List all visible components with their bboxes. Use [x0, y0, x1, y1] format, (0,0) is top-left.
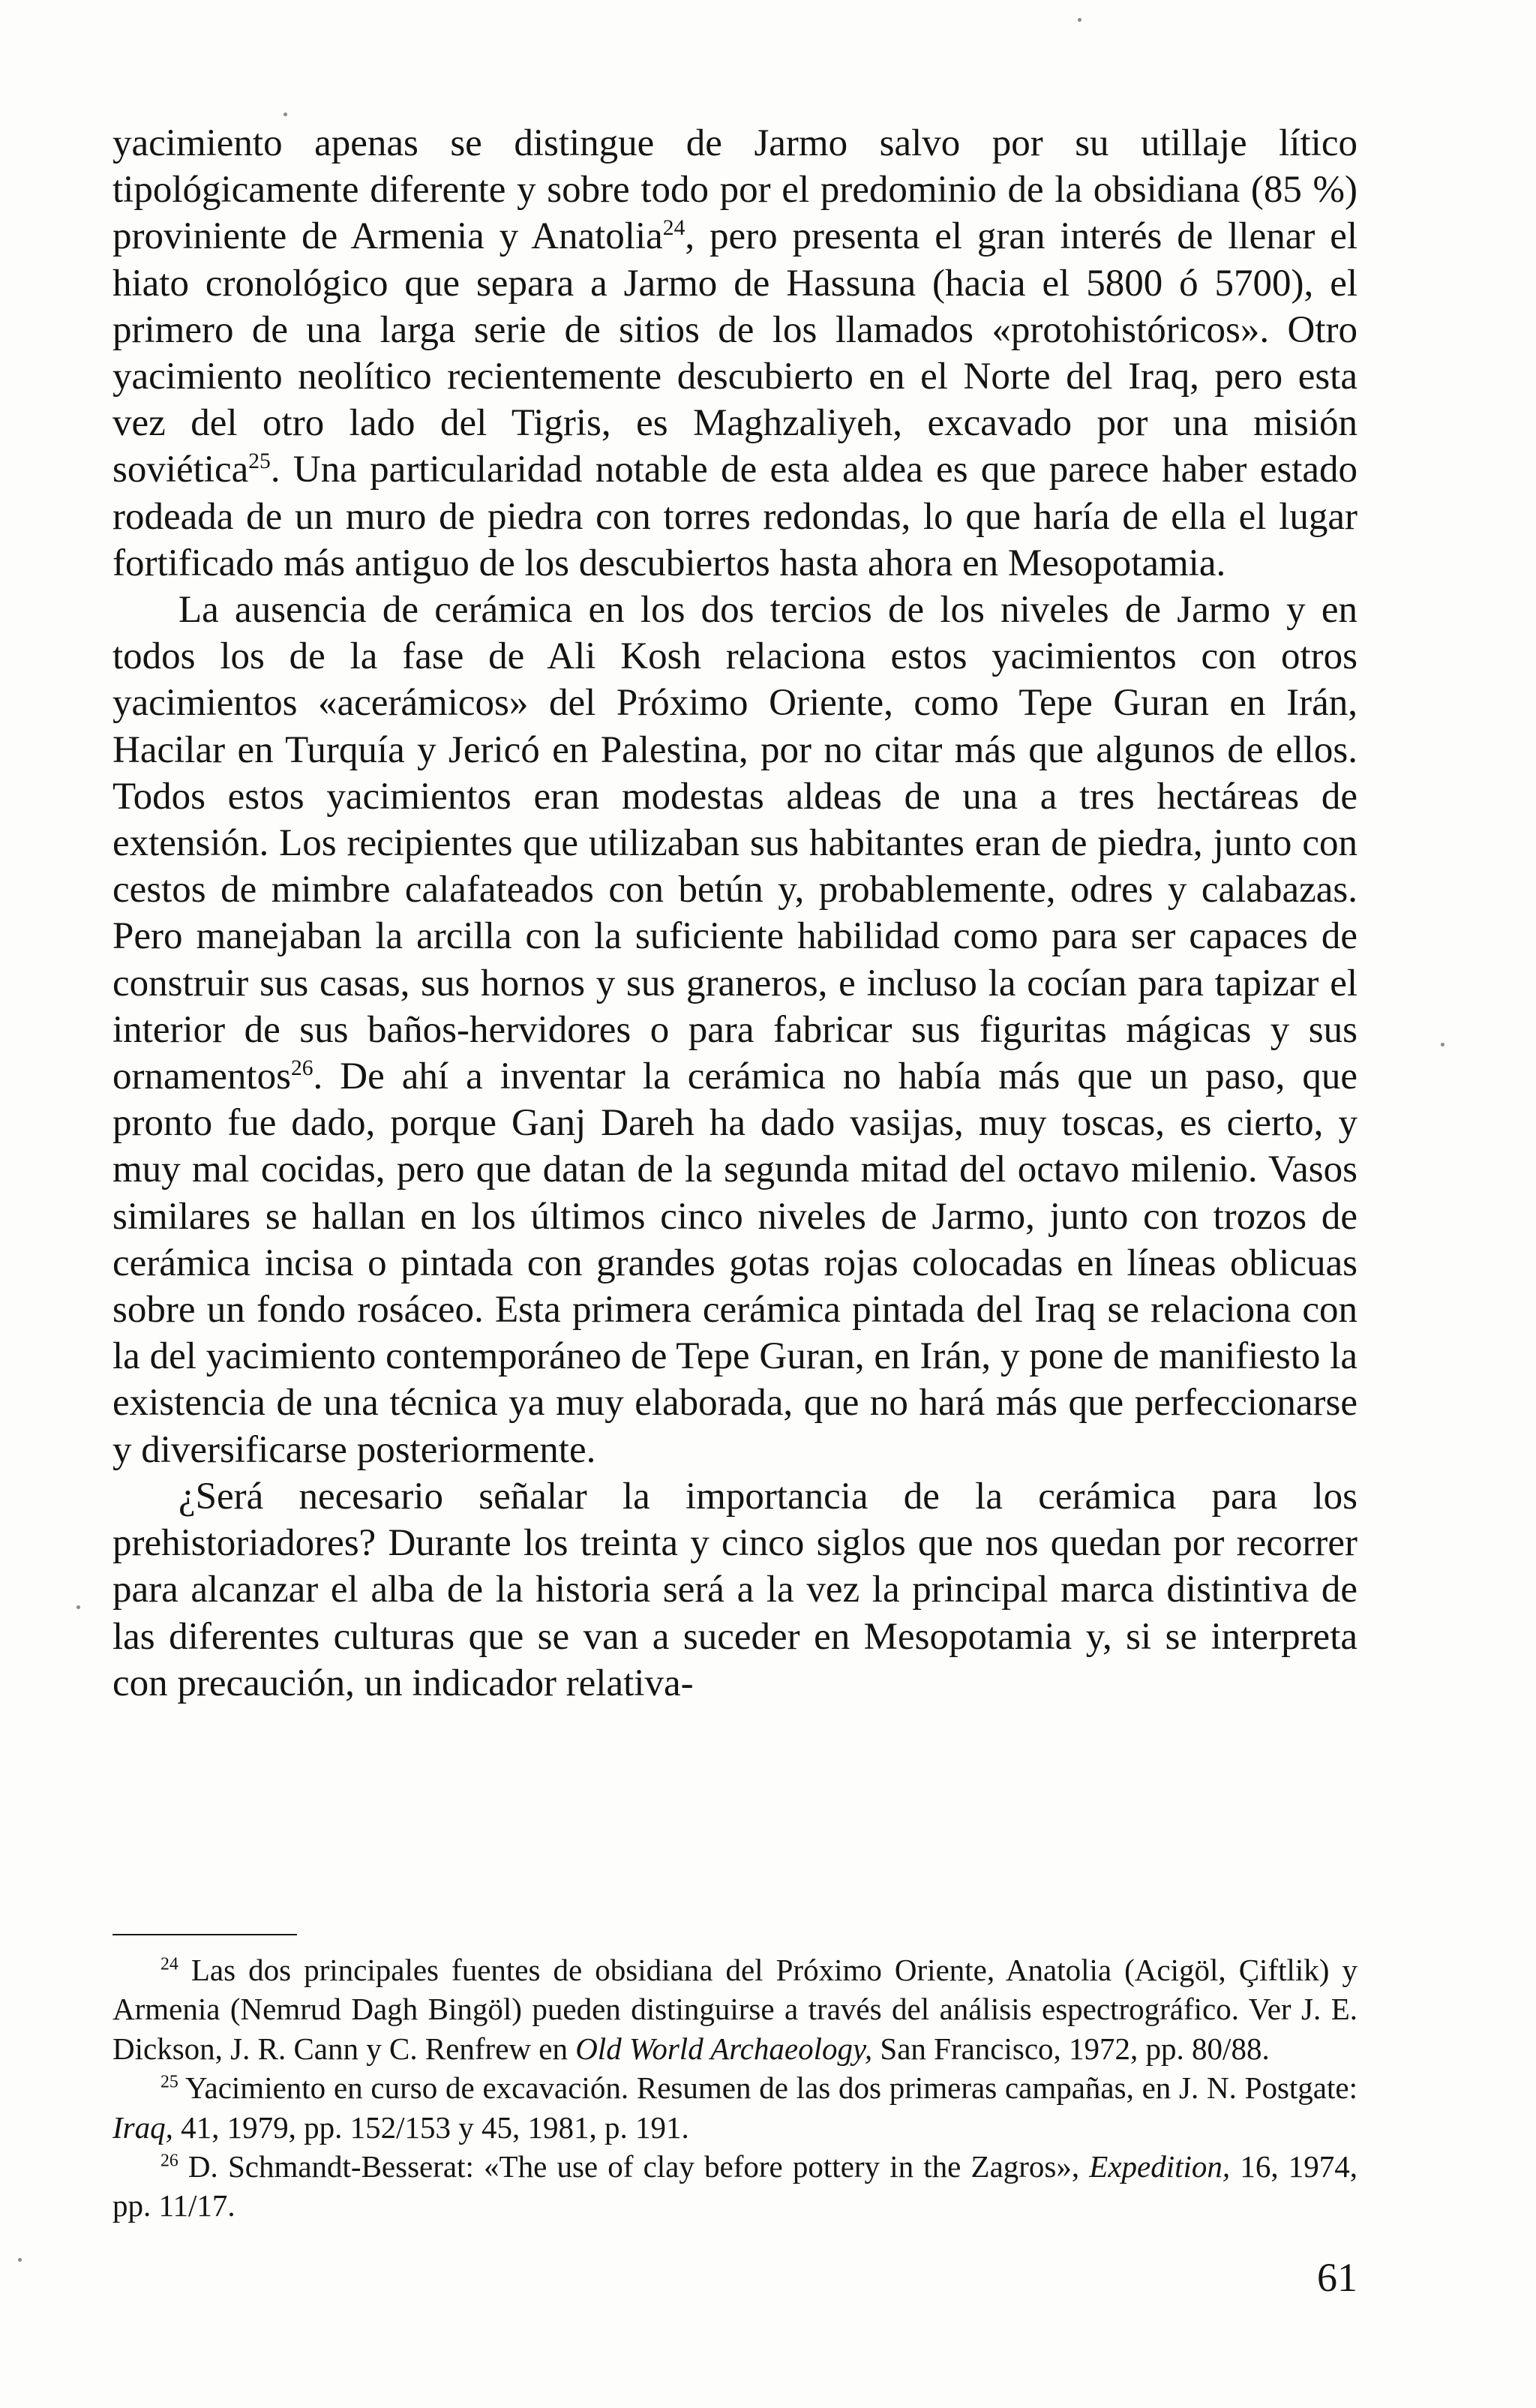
scan-speck — [1441, 1043, 1444, 1046]
footnote-text: D. Schmandt-Besserat: «The use of clay before pottery in the Zagros», — [178, 2149, 1090, 2184]
footnote-text: San Francisco, 1972, pp. 80/88. — [872, 2031, 1270, 2066]
footnote-title: Iraq, — [112, 2109, 173, 2145]
footnote-number: 24 — [160, 1954, 178, 1974]
scan-speck — [18, 2258, 22, 2262]
footnote-ref-25[interactable]: 25 — [248, 449, 271, 474]
footnote-title: Expedition, — [1089, 2149, 1231, 2184]
footnote-number: 25 — [160, 2072, 178, 2092]
footnote-ref-24[interactable]: 24 — [662, 216, 686, 241]
text-run: . De ahí a inventar la cerámica no había más que un paso, que pronto fue dado, porque Ganj Dareh ha dado vasijas, muy toscas, es cierto, y muy mal cocidas, pero que datan de la segunda mitad del octavo milenio. Vasos similares se hallan en los últimos cinco niveles de Jarmo, junto con trozos de cerámica incisa o pintada con grandes gotas rojas colocadas en líneas oblicuas sobre un fondo rosáceo. Esta primera cerámica pintada del Iraq se relaciona con la del yacimiento contemporáneo de Tepe Guran, en Irán, y pone de manifiesto la existencia de una técnica ya muy elaborada, que no hará más que perfeccionarse y diversificarse posteriormente. — [112, 1055, 1358, 1471]
text-run: . Una particularidad notable de esta aldea es que parece haber estado rodeada de un muro de piedra con torres redondas, lo que haría de ella el lugar fortificado más antiguo de los descubiertos hasta ahora en Mesopotamia. — [112, 449, 1358, 584]
text-run: ¿Será necesario señalar la importancia de la cerámica para los prehistoriadores? Durante los treinta y cinco siglos que nos quedan por recorrer para alcanzar el alba de la historia será a la vez la principal marca distintiva de las diferentes culturas que se van a suceder en Mesopotamia y, si se interpreta con precaución, un indicador relativa- — [112, 1475, 1358, 1704]
text-run: yacimiento apenas se distingue de Jarmo salvo por su utillaje lítico tipológicamente diferente y sobre todo por el predominio de la obsidiana (85 %) proviniente de Armenia y Anatolia — [112, 122, 1358, 258]
footnote-title: Old World Archaeology, — [575, 2031, 873, 2066]
footnote-text: Yacimiento en curso de excavación. Resumen de las dos primeras campañas, en J. N. Postgate: — [178, 2070, 1358, 2106]
paragraph-2 — [112, 587, 1358, 1473]
footnote-text: 41, 1979, pp. 152/153 y 45, 1981, p. 191. — [172, 2109, 689, 2145]
footnote-ref-26[interactable]: 26 — [290, 1056, 314, 1081]
paragraph-3 — [112, 1473, 1358, 1707]
footnote-25 — [112, 2068, 1358, 2147]
text-run: , pero presenta el gran interés de llenar el hiato cronológico que separa a Jarmo de Hassuna (hacia el 5800 ó 5700), el primero de una larga serie de sitios de los llamados «protohistóricos». Otro yacimiento neolítico recientemente descubierto en el Norte del Iraq, pero esta vez del otro lado del Tigris, es Maghzaliyeh, excavado por una misión soviética — [112, 215, 1358, 491]
scan-speck — [76, 1605, 80, 1609]
page-number: 61 — [1317, 2255, 1358, 2300]
scan-speck — [1078, 18, 1082, 22]
footnote-text: 16, 1974, pp. 11/17. — [112, 2149, 1358, 2223]
main-text — [112, 120, 1358, 1707]
footnote-text: Las dos principales fuentes de obsidiana del Próximo Oriente, Anatolia (Acigöl, Çiftlik) y Armenia (Nemrud Dagh Bingöl) pueden distinguirse a través del análisis espectrográfico. Ver J. E. Dickson, J. R. Cann y C. Renfrew en — [112, 1953, 1358, 2066]
footnote-number: 26 — [160, 2151, 178, 2171]
scan-speck — [284, 113, 287, 116]
footnote-24 — [112, 1950, 1358, 2068]
footnotes — [112, 1950, 1358, 2226]
text-run: La ausencia de cerámica en los dos tercios de los niveles de Jarmo y en todos los de la fase de Ali Kosh relaciona estos yacimientos con otros yacimientos «acerámicos» del Próximo Oriente, como Tepe Guran en Irán, Hacilar en Turquía y Jericó en Palestina, por no citar más que algunos de ellos. Todos estos yacimientos eran modestas aldeas de una a tres hectáreas de extensión. Los recipientes que utilizaban sus habitantes eran de piedra, junto con cestos de mimbre calafateados con betún y, probablemente, odres y calabazas. Pero manejaban la arcilla con la suficiente habilidad como para ser capaces de construir sus casas, sus hornos y sus graneros, e incluso la cocían para tapizar el interior de sus baños-hervidores o para fabricar sus figuritas mágicas y sus ornamentos — [112, 589, 1358, 1098]
paragraph-1 — [112, 120, 1358, 587]
footnote-26 — [112, 2147, 1358, 2226]
footnote-separator — [112, 1934, 297, 1935]
